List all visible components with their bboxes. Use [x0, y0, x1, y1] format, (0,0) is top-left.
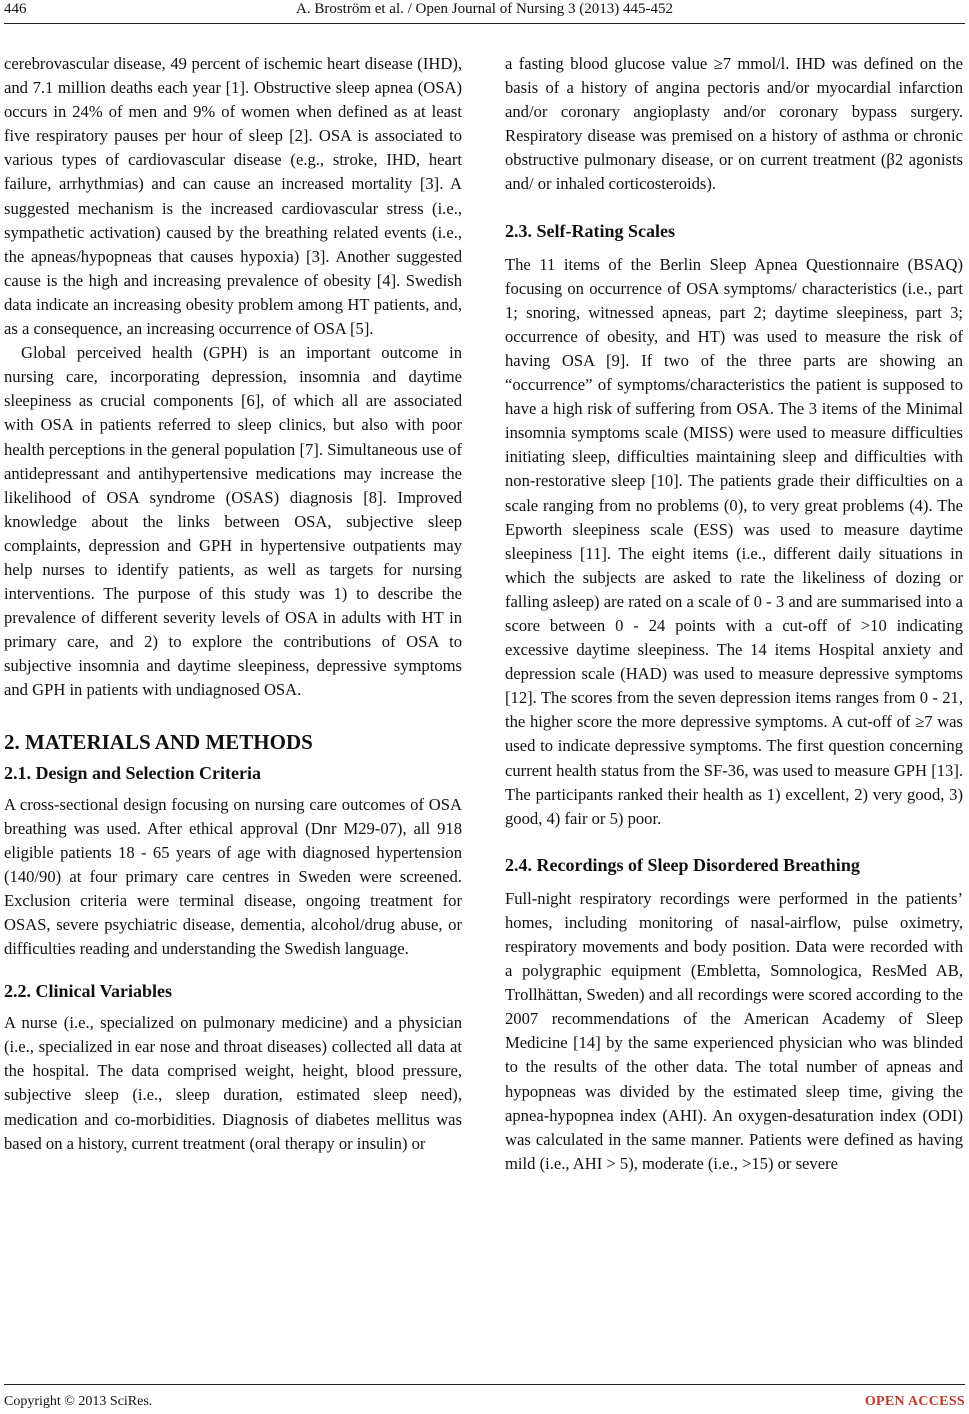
- paragraph-clinical-variables: A nurse (i.e., specialized on pulmonary medicine) and a physician (i.e., specialized in ear nose and throat diseases) collected all data at the hospital. The data comprised weight, height, blood pressure, subjective sleep (i.e., sleep duration, estimated sleep need), medication and co-morbidities. Diagnosis of diabetes mellitus was based on a history, current treatment (oral therapy or insulin) or: [4, 1013, 462, 1153]
- right-column: [505, 52, 963, 1176]
- page-header: [0, 0, 969, 30]
- page-footer: [0, 1384, 969, 1410]
- left-column: [4, 52, 462, 1156]
- footer-rule: [4, 1384, 965, 1385]
- subsection-heading-self-rating: 2.3. Self-Rating Scales: [505, 220, 675, 241]
- paragraph-intro-continued: cerebrovascular disease, 49 percent of ischemic heart disease (IHD), and 7.1 million deaths each year [1]. Obstructive sleep apnea (OSA) occurs in 24% of men and 9% of women when defined as at least five respiratory pauses per hour of sleep [2]. OSA is associated to various types of cardiovascular disease (e.g., stroke, IHD, heart failure, arrhythmias) and can cause an increased mortality [3]. A suggested mechanism is the increased cardiovascular stress (i.e., sympathetic activation) caused by the breathing related events (i.e., the apneas/hypopneas that causes hypoxia) [3]. Another suggested cause is the high and increasing prevalence of obesity [4]. Swedish data indicate an increasing obesity problem among HT patients, and, as a consequence, an increasing occurrence of OSA [5].: [4, 54, 462, 339]
- section-heading-materials-methods: 2. MATERIALS AND METHODS: [4, 729, 313, 754]
- paragraph-recordings: Full-night respiratory recordings were performed in the patients’ homes, including monitoring of nasal-airflow, pulse oximetry, respiratory movements and body position. Data were recorded with a polygraphic equipment (Embletta, Somnologica, ResMed AB, Trollhättan, Sweden) and all recordings were scored according to the 2007 recommendations of the American Academy of Sleep Medicine [14] by the same experienced physician who was blinded to the results of the other data. The total number of apneas and hypopneas was divided by the estimated sleep time, giving the apnea-hypopnea index (AHI). An oxygen-desaturation index (ODI) was calculated in the same manner. Patients were defined as having mild (i.e., AHI > 5), moderate (i.e., >15) or severe: [505, 888, 963, 1173]
- header-rule: [4, 23, 965, 24]
- open-access-label: OPEN ACCESS: [864, 1394, 965, 1409]
- paragraph-design: A cross-sectional design focusing on nursing care outcomes of OSA breathing was used. After ethical approval (Dnr M29-07), all 918 eligible patients 18 - 65 years of age with diagnosed hypertension (140/90) at four primary care centres in Sweden were screened. Exclusion criteria were terminal disease, ongoing treatment for OSAS, severe psychiatric disease, dementia, alcohol/drug abuse, or difficulties reading and understanding the Swedish language.: [4, 794, 462, 959]
- running-title: A. Broström et al. / Open Journal of Nursing 3 (2013) 445-452: [295, 1, 674, 17]
- subsection-heading-design: 2.1. Design and Selection Criteria: [4, 762, 261, 783]
- subsection-heading-clinical-variables: 2.2. Clinical Variables: [4, 981, 173, 1002]
- paragraph-self-rating: The 11 items of the Berlin Sleep Apnea Questionnaire (BSAQ) focusing on occurrence of OSA symptoms/ characteristics (i.e., part 1; snoring, witnessed apneas, part 2; daytime sleepiness, part 3; occurrence of obesity, and HT) was used to measure the risk of having OSA [9]. If two of the three parts are showing an “occurrence” of symptoms/characteristics the patient is supposed to have a high risk of suffering from OSA. The 3 items of the Minimal insomnia symptoms scale (MISS) were used to measure difficulties initiating sleep, difficulties maintaining sleep and difficulties with non-restorative sleep [10]. The patients grade their difficulties on a scale ranging from no problems (0), to very great problems (4). The Epworth sleepiness scale (ESS) was used to measure daytime sleepiness [11]. The eight items (i.e., different daily situations in which the subjects are asked to rate the likeliness of dozing or falling asleep) are rated on a scale of 0 - 3 and are summarised into a score between 0 - 24 points with a cut-off of >10 indicating excessive daytime sleepiness. The 14 items Hospital anxiety and depression scale (HAD) was used to measure depressive symptoms [12]. The scores from the seven depression items ranges from 0 - 21, the higher score the more depressive symptoms. A cut-off of ≥7 was used to indicate depressive symptoms. The first question concerning current health status from the SF-36, was used to measure GPH [13]. The participants ranked their health as 1) excellent, 2) very good, 3) good, 4) fair or 5) poor.: [505, 254, 963, 828]
- paragraph-global-perceived-health: Global perceived health (GPH) is an important outcome in nursing care, incorporating depression, insomnia and daytime sleepiness as crucial components [6], of which all are associated with OSA in patients referred to sleep clinics, but also with poor health perceptions in the general population [7]. Simultaneous use of antidepressant and antihypertensive medications may increase the likelihood of OSA syndrome (OSAS) diagnosis [8]. Improved knowledge about the links between OSA, subjective sleep complaints, depression and GPH in hypertensive outpatients may help nurses to identify patients, as well as targets for nursing interventions. The purpose of this study was 1) to describe the prevalence of different severity levels of OSA in adults with HT in primary care, and 2) to explore the contributions of OSA to subjective insomnia and daytime sleepiness, depressive symptoms and GPH in patients with undiagnosed OSA.: [4, 343, 462, 700]
- page-number: 446: [4, 1, 27, 17]
- paragraph-clinical-continued: a fasting blood glucose value ≥7 mmol/l. IHD was defined on the basis of a history of angina pectoris and/or myocardial infarction and/or coronary angioplasty and/or coronary bypass surgery. Respiratory disease was premised on a history of asthma or chronic obstructive pulmonary disease, or on current treatment (β2 agonists and/ or inhaled corticosteroids).: [505, 54, 963, 194]
- subsection-heading-recordings: 2.4. Recordings of Sleep Disordered Breathing: [505, 854, 860, 875]
- copyright-notice: Copyright © 2013 SciRes.: [4, 1394, 153, 1409]
